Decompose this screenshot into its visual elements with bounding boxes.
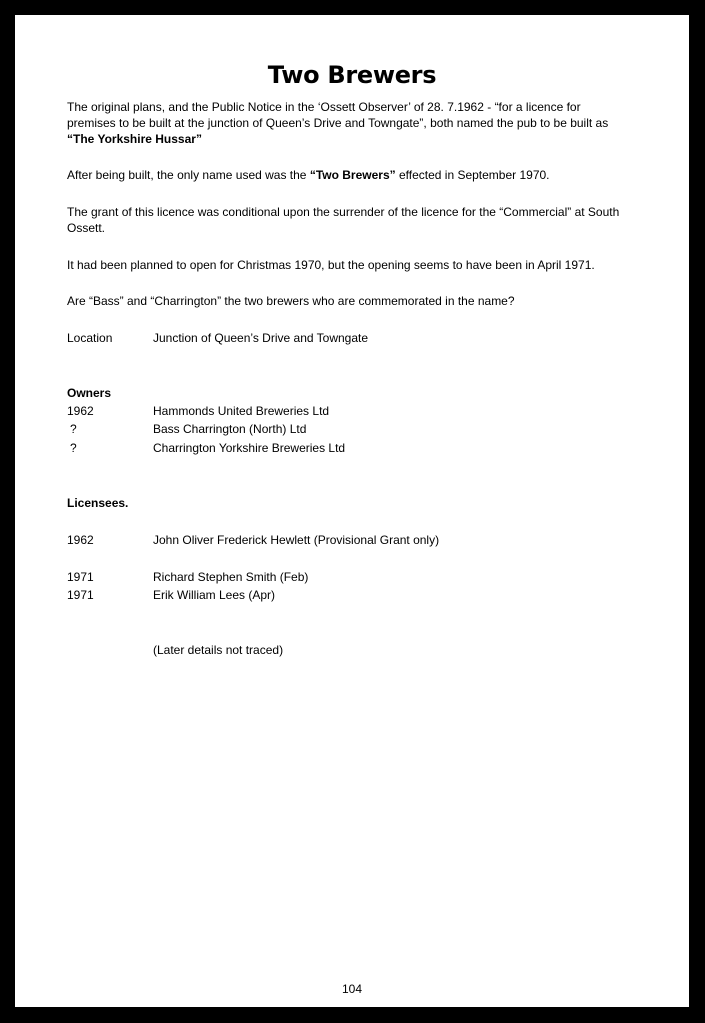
owner-row-name: Hammonds United Breweries Ltd [153, 404, 330, 418]
owner-row-year: ? [70, 422, 77, 436]
page-number: 104 [341, 982, 363, 996]
licensee-row-year: 1962 [67, 533, 94, 547]
owner-row-year: ? [70, 441, 77, 455]
paragraph-after-built [67, 167, 627, 183]
document-page [15, 15, 689, 1007]
paragraph-after-built-suffix: effected in September 1970. [395, 168, 550, 182]
licensee-row-year: 1971 [67, 588, 94, 602]
licensee-row-year: 1971 [67, 570, 94, 584]
page-title: Two Brewers [267, 61, 437, 89]
owner-row-name: Bass Charrington (North) Ltd [153, 422, 307, 436]
paragraph-question: Are “Bass” and “Charrington” the two brewers who are commemorated in the name? [67, 294, 515, 308]
location-label: Location [67, 331, 113, 345]
licensee-row-name: Richard Stephen Smith (Feb) [153, 570, 309, 584]
paragraph-opening: It had been planned to open for Christmas 1970, but the opening seems to have been in April 1971. [67, 258, 595, 272]
paragraph-original-plans-text: The original plans, and the Public Notice in the ‘Ossett Observer’ of 28. 7.1962 - “for a licence for premises to be built at the junction of Queen’s Drive and Towngate”, both named the pub to be built as [67, 100, 609, 130]
owner-row-year: 1962 [67, 404, 94, 418]
later-details-note: (Later details not traced) [153, 643, 284, 657]
location-value: Junction of Queen’s Drive and Towngate [153, 331, 369, 345]
paragraph-original-plans [67, 99, 627, 147]
two-brewers-name: “Two Brewers” [309, 168, 396, 182]
yorkshire-hussar-name: “The Yorkshire Hussar” [67, 132, 202, 146]
paragraph-licence-grant: The grant of this licence was conditional upon the surrender of the licence for the “Commercial” at South Ossett. [67, 205, 620, 235]
owners-heading: Owners [67, 386, 112, 400]
licensee-row-name: John Oliver Frederick Hewlett (Provisional Grant only) [153, 533, 440, 547]
owner-row-name: Charrington Yorkshire Breweries Ltd [153, 441, 346, 455]
licensee-row-name: Erik William Lees (Apr) [153, 588, 276, 602]
licensees-heading: Licensees. [67, 496, 129, 510]
paragraph-after-built-text: After being built, the only name used was the [67, 168, 310, 182]
